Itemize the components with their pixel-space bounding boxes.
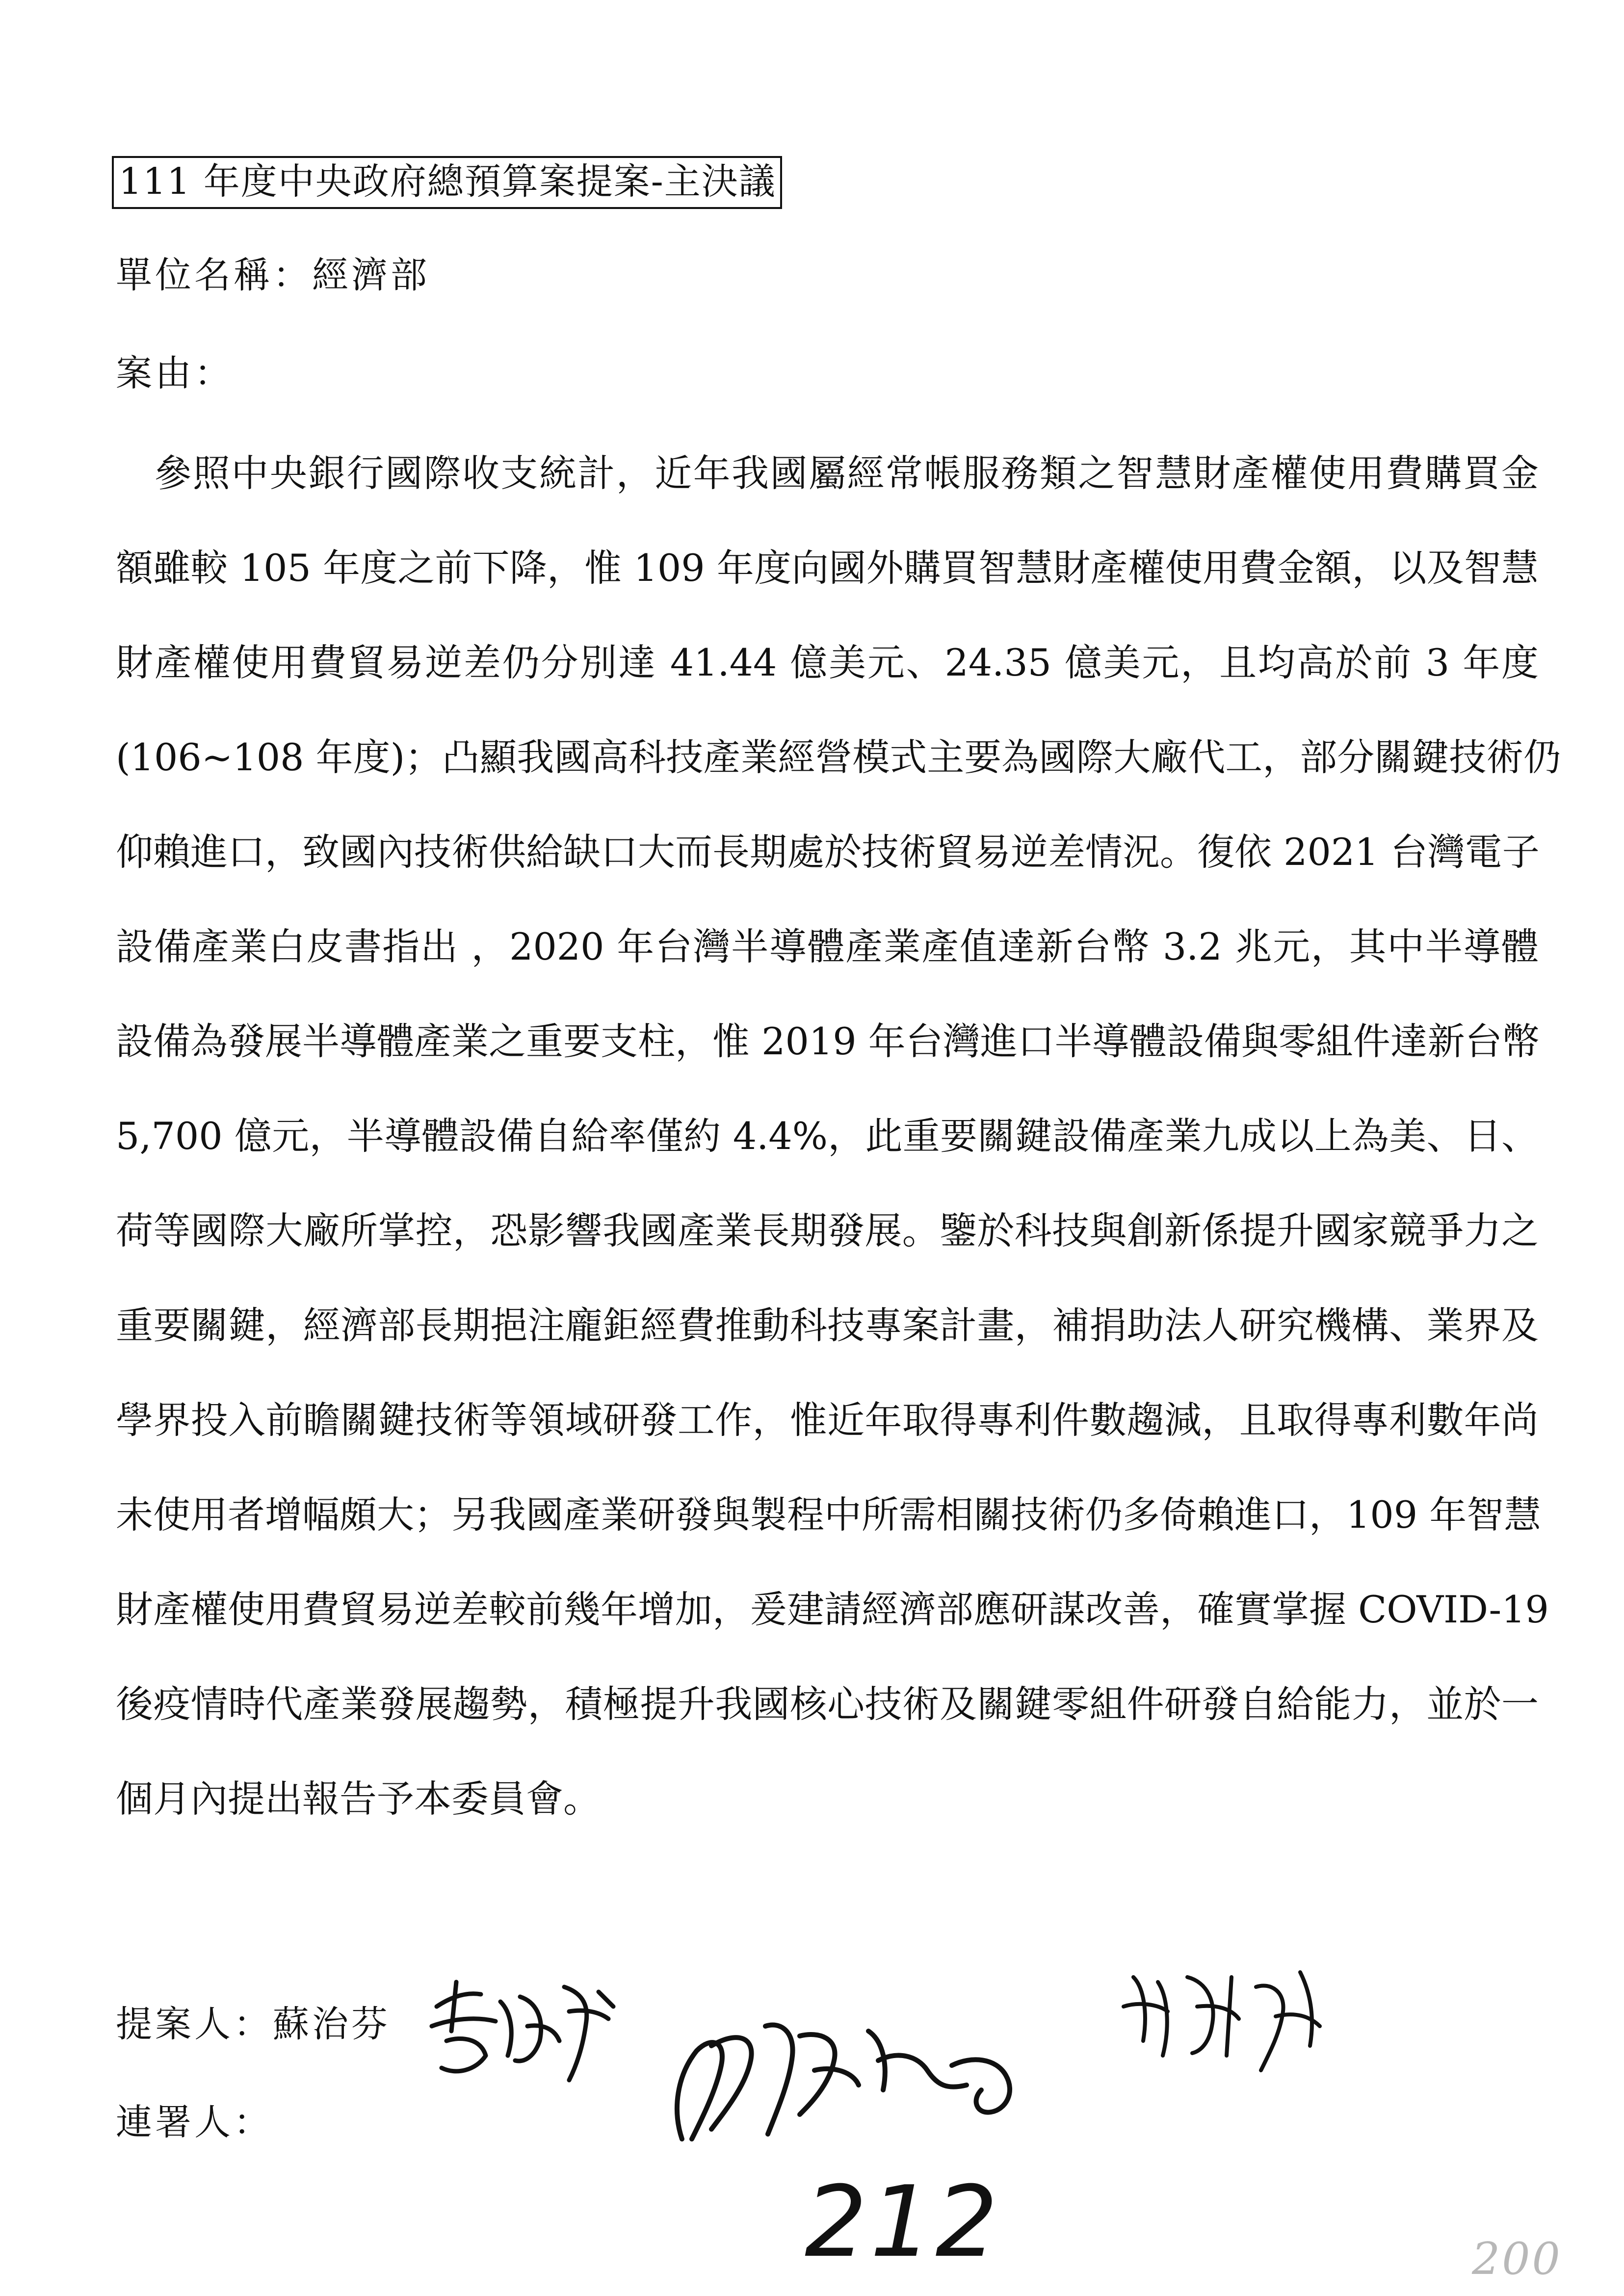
cosigner-signature: [1114, 1957, 1339, 2085]
body-line: 仰賴進口，致國內技術供給缺口大而長期處於技術貿易逆差情況。復依 2021 台灣電子: [116, 830, 1540, 874]
body-line: 個月內提出報告予本委員會。: [116, 1777, 601, 1821]
cosigner-label: 連署人：: [116, 2101, 273, 2143]
body-line: 5,700 億元，半導體設備自給率僅約 4.4%，此重要關鍵設備產業九成以上為美、日、: [116, 1114, 1539, 1158]
proposer-line: 提案人：蘇治芬: [116, 2003, 391, 2045]
body-line: (106~108 年度)；凸顯我國高科技產業經營模式主要為國際大廠代工，部分關鍵技術仍: [116, 735, 1561, 779]
body-line: 未使用者增幅頗大；另我國產業研發與製程中所需相關技術仍多倚賴進口，109 年智慧: [116, 1493, 1542, 1537]
reason-label: 案由：: [116, 352, 234, 394]
faint-page-number: 200: [1472, 2233, 1562, 2285]
body-line: 重要關鍵，經濟部長期挹注龐鉅經費推動科技專案計畫，補捐助法人研究機構、業界及: [116, 1304, 1539, 1347]
body-line: 財產權使用費貿易逆差仍分別達 41.44 億美元、24.35 億美元，且均高於前 3 年度: [116, 641, 1539, 684]
proposer-signature: [422, 1972, 628, 2100]
body-line: 額雖較 105 年度之前下降，惟 109 年度向國外購買智慧財產權使用費金額，以及智慧: [116, 546, 1539, 590]
body-line: 後疫情時代產業發展趨勢，積極提升我國核心技術及關鍵零組件研發自給能力，並於一: [116, 1682, 1539, 1726]
document-title: 111 年度中央政府總預算案提案-主決議: [112, 156, 782, 209]
body-line: 設備為發展半導體產業之重要支柱，惟 2019 年台灣進口半導體設備與零組件達新台幣: [116, 1019, 1540, 1063]
handwritten-page-number: 212: [805, 2165, 1001, 2279]
cosigner-signature: [653, 1992, 1055, 2159]
body-line: 荷等國際大廠所掌控，恐影響我國產業長期發展。鑒於科技與創新係提升國家競爭力之: [116, 1209, 1539, 1252]
unit-name-line: 單位名稱：經濟部: [116, 254, 430, 296]
body-line: 參照中央銀行國際收支統計，近年我國屬經常帳服務類之智慧財產權使用費購買金: [116, 451, 1539, 495]
body-line: 財產權使用費貿易逆差較前幾年增加，爰建請經濟部應研謀改善，確實掌握 COVID-19: [116, 1588, 1549, 1631]
body-line: 學界投入前瞻關鍵技術等領域研發工作，惟近年取得專利件數趨減，且取得專利數年尚: [116, 1398, 1539, 1442]
body-line: 設備產業白皮書指出 ，2020 年台灣半導體產業產值達新台幣 3.2 兆元，其中半導體: [116, 925, 1539, 968]
